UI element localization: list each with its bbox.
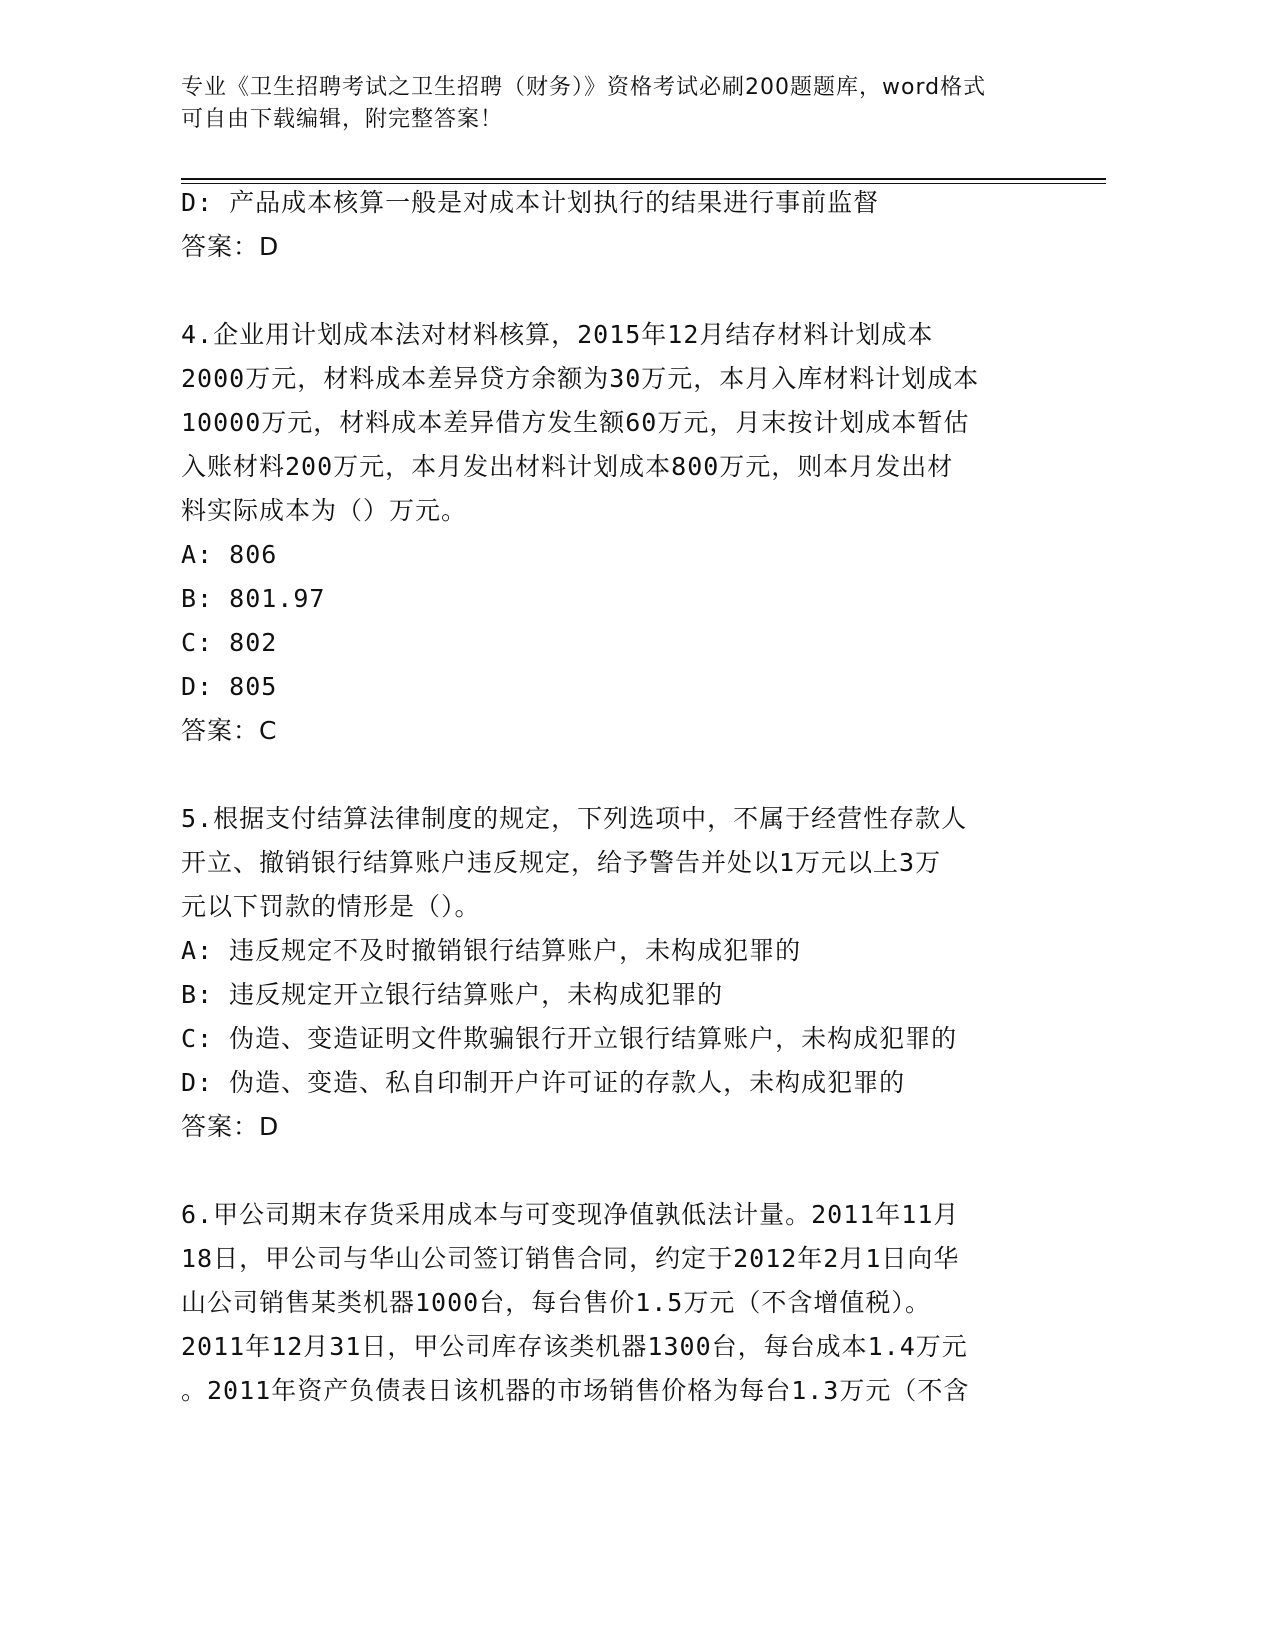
q4-option-a: A: 806 — [181, 540, 278, 569]
q4-stem-line: 10000万元，材料成本差异借方发生额60万元，月末按计划成本暂估 — [181, 408, 970, 437]
q4-option-d: D: 805 — [181, 672, 278, 701]
q5-option-a: A: 违反规定不及时撤销银行结算账户，未构成犯罪的 — [181, 936, 802, 965]
question-4 — [181, 313, 1061, 753]
q6-stem-line: 山公司销售某类机器1000台，每台售价1.5万元（不含增值税）。 — [181, 1288, 931, 1317]
q6-stem-line: 。2011年资产负债表日该机器的市场销售价格为每台1.3万元（不含 — [181, 1376, 970, 1405]
q4-answer: 答案：C — [181, 716, 278, 745]
q5-stem-line: 元以下罚款的情形是（）。 — [181, 892, 481, 921]
q5-option-d: D: 伪造、变造、私自印制开户许可证的存款人，未构成犯罪的 — [181, 1068, 906, 1097]
header-title-line-1: 专业《卫生招聘考试之卫生招聘（财务）》资格考试必刷200题题库，word格式 — [181, 75, 987, 100]
q5-answer: 答案：D — [181, 1112, 280, 1141]
q4-stem-line: 2000万元，材料成本差异贷方余额为30万元，本月入库材料计划成本 — [181, 364, 980, 393]
page-header — [181, 72, 1081, 136]
q6-stem-line: 2011年12月31日，甲公司库存该类机器1300台，每台成本1.4万元 — [181, 1332, 968, 1361]
q6-stem-line: 6.甲公司期末存货采用成本与可变现净值孰低法计量。2011年11月 — [181, 1200, 960, 1229]
q5-option-c: C: 伪造、变造证明文件欺骗银行开立银行结算账户，未构成犯罪的 — [181, 1024, 958, 1053]
q4-stem-line: 料实际成本为（）万元。 — [181, 496, 468, 525]
q5-stem-line: 5.根据支付结算法律制度的规定，下列选项中，不属于经营性存款人 — [181, 804, 968, 833]
header-title-line-2: 可自由下载编辑，附完整答案！ — [181, 107, 504, 132]
header-divider-thick — [181, 178, 1106, 180]
q4-option-b: B: 801.97 — [181, 584, 326, 613]
spacer — [181, 1149, 1061, 1193]
spacer — [181, 269, 1061, 313]
q3-option-d: D: 产品成本核算一般是对成本计划执行的结果进行事前监督 — [181, 188, 880, 217]
q3-answer: 答案：D — [181, 232, 280, 261]
question-5 — [181, 797, 1061, 1149]
q5-option-b: B: 违反规定开立银行结算账户，未构成犯罪的 — [181, 980, 724, 1009]
q6-stem-line: 18日，甲公司与华山公司签订销售合同，约定于2012年2月1日向华 — [181, 1244, 960, 1273]
q4-stem-line: 4.企业用计划成本法对材料核算，2015年12月结存材料计划成本 — [181, 320, 934, 349]
q4-option-c: C: 802 — [181, 628, 278, 657]
q4-stem-line: 入账材料200万元，本月发出材料计划成本800万元，则本月发出材 — [181, 452, 954, 481]
question-content — [181, 181, 1061, 1413]
question-6 — [181, 1193, 1061, 1413]
q5-stem-line: 开立、撤销银行结算账户违反规定，给予警告并处以1万元以上3万 — [181, 848, 942, 877]
spacer — [181, 753, 1061, 797]
